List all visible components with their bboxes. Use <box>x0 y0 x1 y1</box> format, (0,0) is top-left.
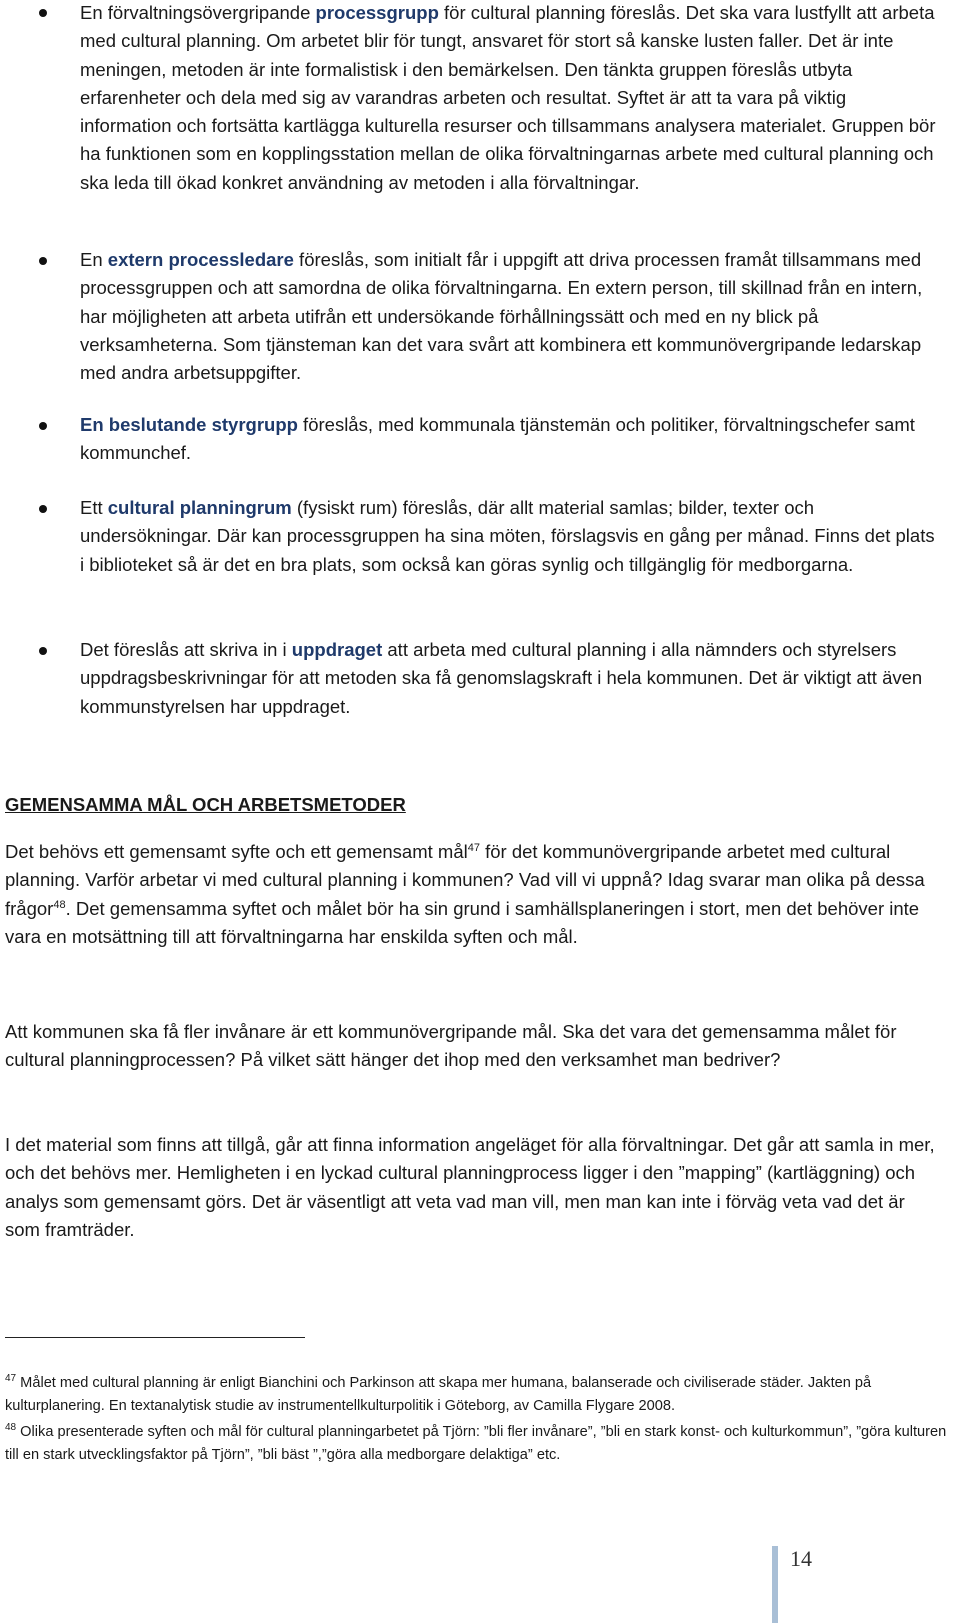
page-number: 14 <box>790 1546 812 1571</box>
footnote <box>5 1372 950 1418</box>
section-heading: GEMENSAMMA MÅL OCH ARBETSMETODER <box>5 794 406 815</box>
page-number-bar <box>772 1546 778 1623</box>
text-run: En förvaltningsövergripande <box>80 2 316 23</box>
text-run: föreslås, med kommunala tjänstemän och politiker, förvaltningschefer samt kommunchef. <box>80 414 915 464</box>
bullet-text <box>80 0 940 197</box>
bullet-dot-icon <box>39 422 47 430</box>
emphasized-term: cultural planningrum <box>107 497 292 518</box>
footnote <box>5 1421 950 1467</box>
bullet-dot-icon <box>39 647 47 655</box>
emphasized-term: En beslutande styrgrupp <box>80 414 298 435</box>
text-run: för det kommunövergripande arbetet med cultural planning. Varför arbetar vi med cultural planning i kommunen? Vad vill vi uppnå? Idag svarar man olika på dessa frågor <box>5 841 925 919</box>
bullet-dot-icon <box>39 505 47 513</box>
text-run: Det behövs ett gemensamt syfte och ett gemensamt mål <box>5 841 468 862</box>
text-run: Målet med cultural planning är enligt Bianchini och Parkinson att skapa mer humana, balanserade och civiliserade städer. Jakten på kulturplanering. En textanalytisk studie av instrumentellkulturpolitik i Göteborg, av Camilla Flygare 2008. <box>5 1375 872 1414</box>
emphasized-term: processgrupp <box>315 2 439 23</box>
text-run: Ett <box>80 497 108 518</box>
bullet-text <box>80 494 940 579</box>
text-run: (fysiskt rum) föreslås, där allt material samlas; bilder, texter och undersökningar. Där kan processgruppen ha sina möten, förslagsvis en gång per månad. Finns det plats i biblioteket så är det en bra plats, som också kan göras synlig och tillgänglig för medborgarna. <box>80 497 935 575</box>
text-run: . Det gemensamma syftet och målet bör ha sin grund i samhällsplaneringen i stort, men det behöver inte vara en motsättning till att förvaltningarna har enskilda syften och mål. <box>5 897 920 947</box>
bullet-text <box>80 636 940 721</box>
body-paragraph <box>5 1131 940 1244</box>
footnote-separator <box>5 1337 305 1338</box>
text-run: Olika presenterade syften och mål för cultural planningarbetet på Tjörn: ”bli fler invånare”, ”bli en stark konst- och kulturkommun”, ”göra kulturen till en stark utvecklingsfaktor på Tjörn”, ”bli bäst ”,”göra alla medborgare delaktiga” etc. <box>5 1424 947 1463</box>
body-paragraph <box>5 838 940 951</box>
body-paragraph <box>5 1018 940 1075</box>
text-run: för cultural planning föreslås. Det ska vara lustfyllt att arbeta med cultural planning. Om arbetet blir för tungt, ansvaret för stort så kanske lusten faller. Det är inte meningen, metoden är inte formalistisk i den bemärkelsen. Den tänkta gruppen föreslås utbyta erfarenheter och dela med sig av varandras arbeten och resultat. Syftet är att ta vara på viktig information och fortsätta kartlägga kulturella resurser och tillsammans analysera materialet. Gruppen bör ha funktionen som en kopplingsstation mellan de olika förvaltningarnas arbete med cultural planning och ska leda till ökad konkret användning av metoden i alla förvaltningar. <box>80 2 936 193</box>
bullet-text <box>80 411 940 468</box>
bullet-dot-icon <box>39 257 47 265</box>
text-run: En <box>80 249 108 270</box>
footnote-reference: 48 <box>53 898 66 911</box>
text-run: föreslås, som initialt får i uppgift att driva processen framåt tillsammans med processgruppen och att samordna de olika förvaltningarna. En extern person, till skillnad från en intern, har möjligheten att arbeta utifrån ett undersökande förhållningssätt och med en ny blick på verksamheterna. Som tjänsteman kan det vara svårt att kombinera ett kommunövergripande ledarskap med andra arbetsuppgifter. <box>80 249 923 384</box>
bullet-dot-icon <box>39 9 47 17</box>
emphasized-term: uppdraget <box>291 639 383 660</box>
bullet-text <box>80 246 940 387</box>
text-run: Att kommunen ska få fler invånare är ett kommunövergripande mål. Ska det vara det gemensamma målet för cultural planningprocessen? På vilket sätt hänger det ihop med den verksamhet man bedriver? <box>5 1021 897 1071</box>
text-run: I det material som finns att tillgå, går att finna information angeläget för alla förvaltningar. Det går att samla in mer, och det behövs mer. Hemligheten i en lyckad cultural planningprocess ligger i den ”mapping” (kartläggning) och analys som gemensamt görs. Det är väsentligt att veta vad man vill, men man kan inte i förväg veta vad det är som framträder. <box>5 1134 935 1240</box>
emphasized-term: extern processledare <box>107 249 294 270</box>
footnote-reference: 48 <box>5 1422 17 1434</box>
footnote-reference: 47 <box>5 1373 17 1385</box>
text-run: att arbeta med cultural planning i alla nämnders och styrelsers uppdragsbeskrivningar för att metoden ska få genomslagskraft i hela kommunen. Det är viktigt att även kommunstyrelsen har uppdraget. <box>80 639 923 717</box>
text-run: Det föreslås att skriva in i <box>80 639 292 660</box>
footnote-reference: 47 <box>467 841 480 854</box>
